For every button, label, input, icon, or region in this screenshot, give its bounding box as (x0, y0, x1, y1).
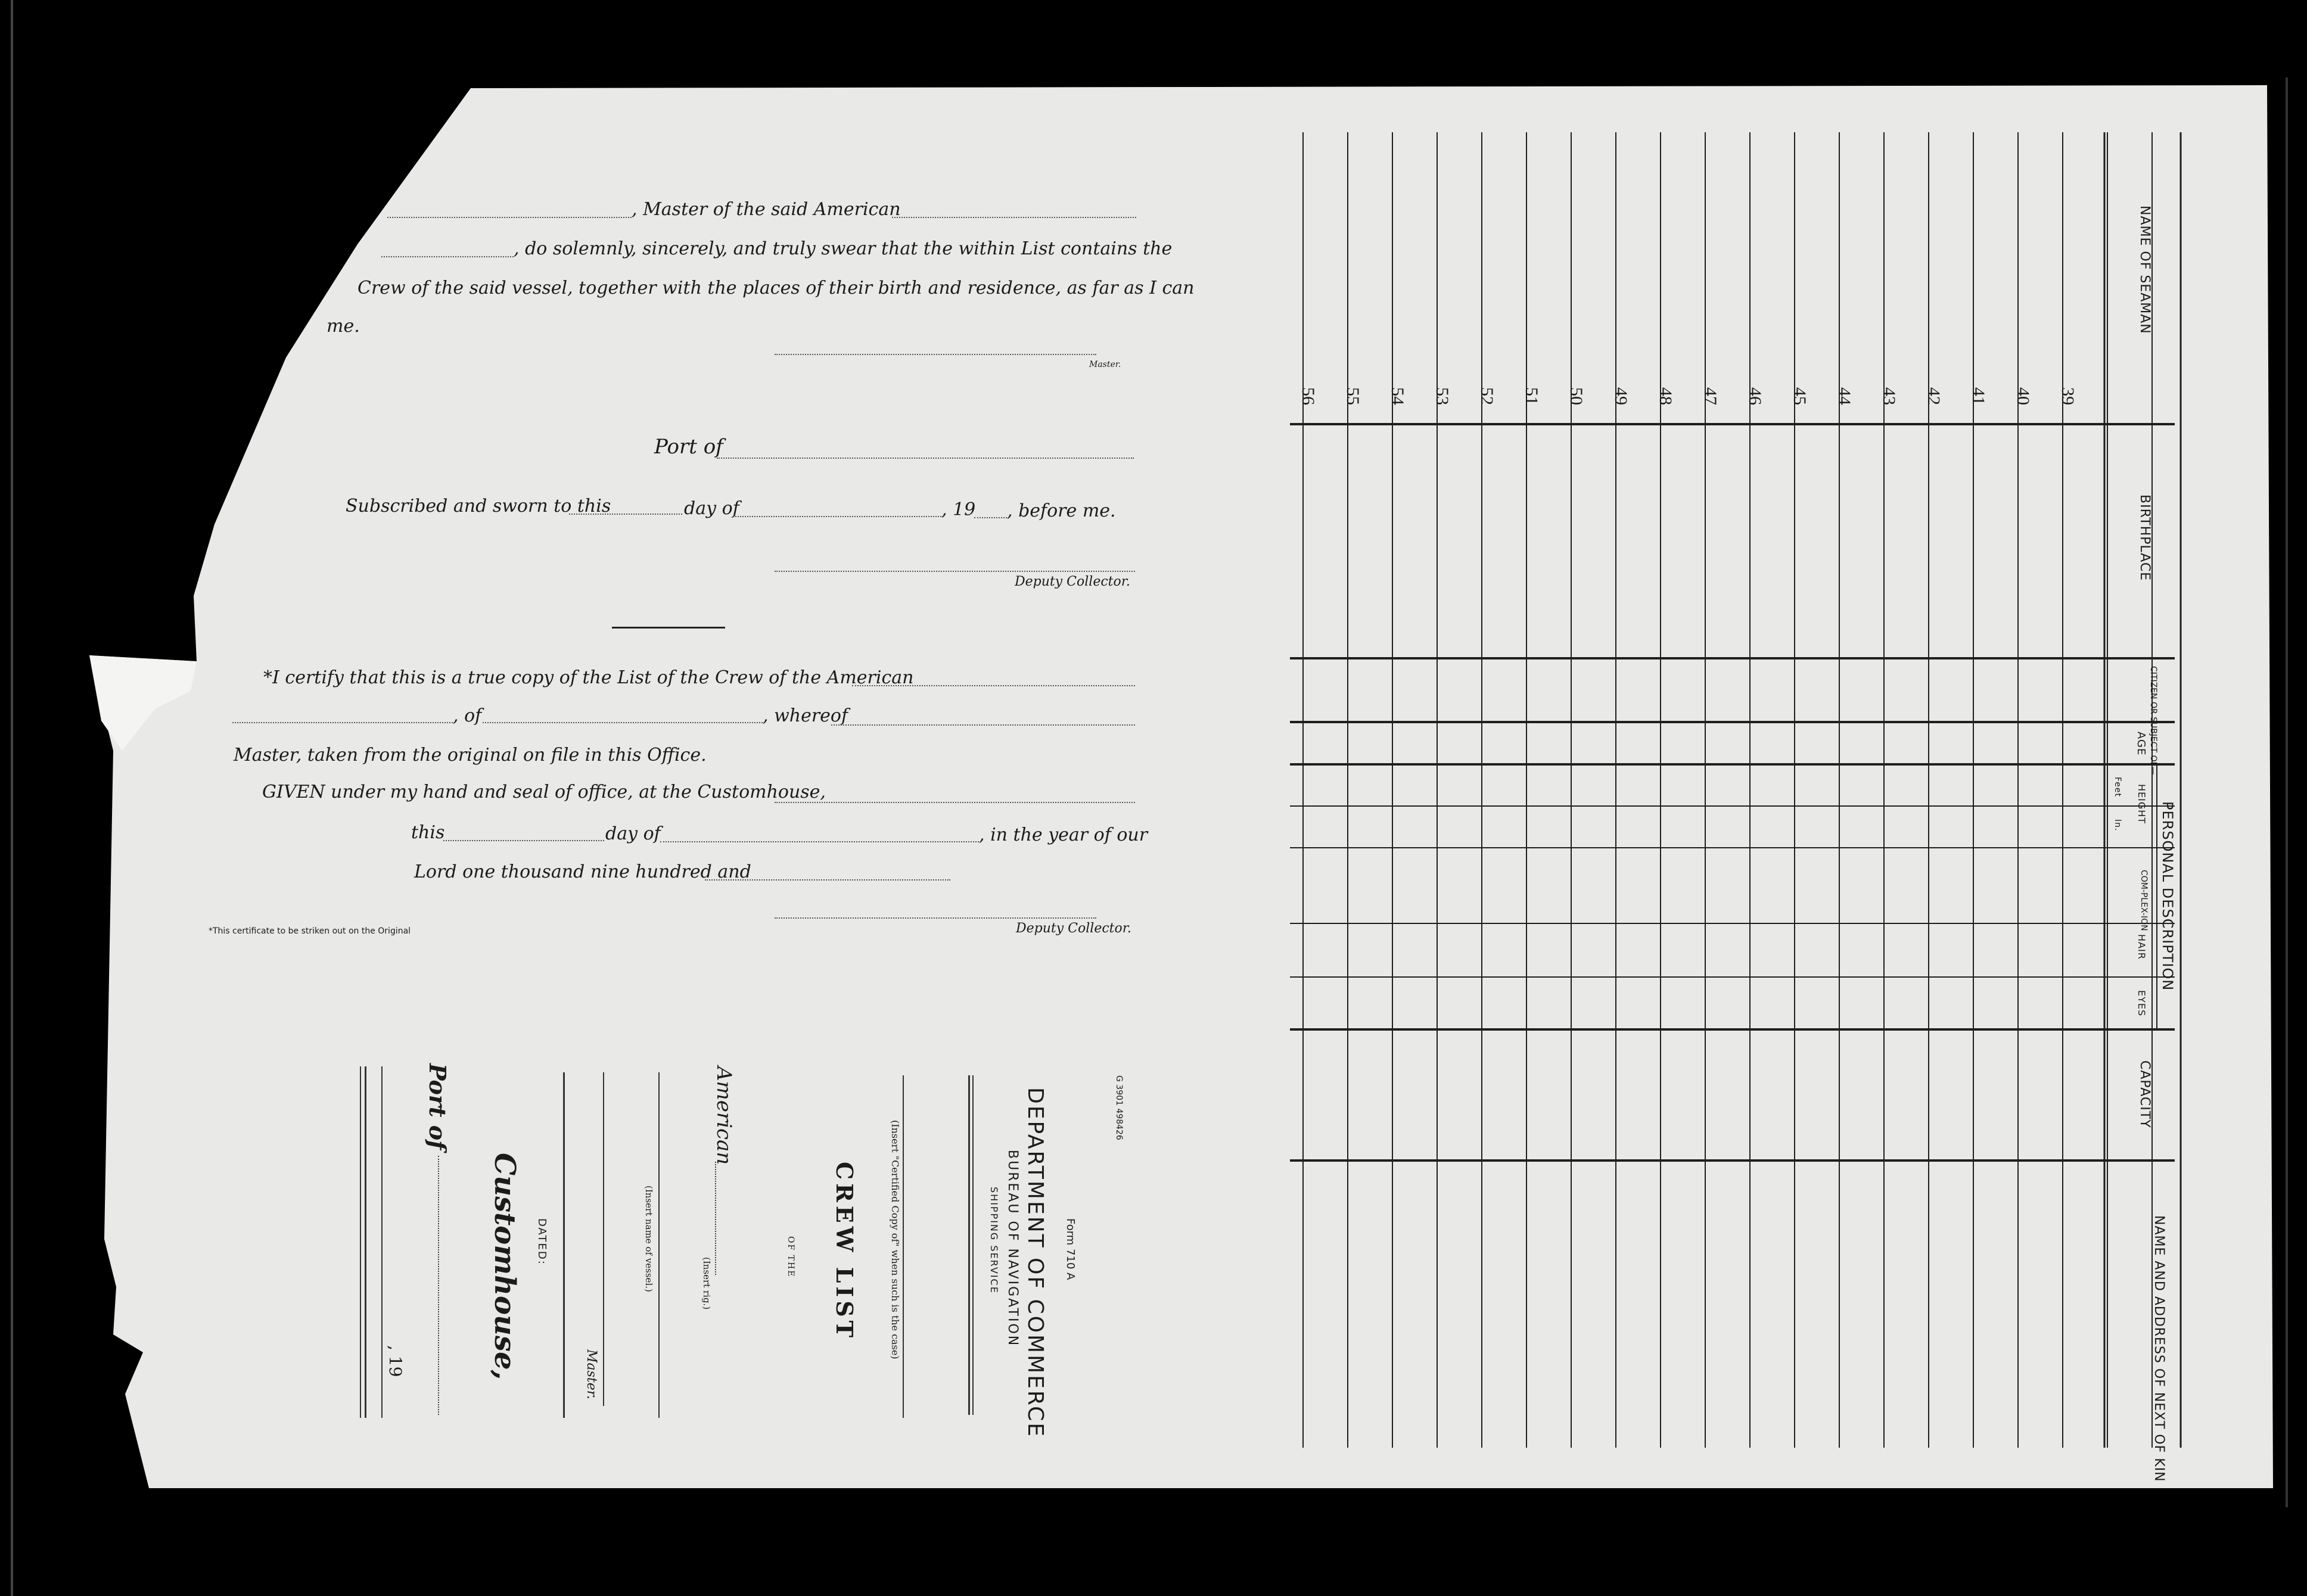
port-of-label: Port of (654, 435, 723, 459)
lord-text: Lord one thousand nine hundred and (414, 861, 751, 882)
cert-this: this (411, 822, 445, 843)
customhouse-title: Customhouse, (488, 1153, 521, 1380)
header-feet: Feet (2113, 777, 2122, 798)
blank-master-name[interactable] (387, 217, 632, 218)
cover-rule-3 (903, 1075, 904, 1418)
row-number: 52 (1477, 387, 1497, 405)
blank-rig[interactable] (715, 1162, 716, 1275)
department-title: DEPARTMENT OF COMMERCE (1023, 1087, 1047, 1438)
blank-cert-vessel-2[interactable] (232, 722, 453, 723)
cover-master-label: Master. (584, 1349, 599, 1399)
blank-port[interactable] (717, 458, 1134, 459)
row-number: 47 (1700, 387, 1720, 405)
oath-line-1: , Master of the said American (632, 199, 901, 220)
blank-cert-port[interactable] (483, 722, 763, 723)
deputy-collector-label: Deputy Collector. (1015, 574, 1130, 589)
row-number: 54 (1388, 387, 1407, 405)
header-citizen: CITIZEN OR SUBJECT OF— (2149, 666, 2158, 775)
blank-master-signature[interactable] (775, 354, 1096, 355)
header-name-of-seaman: NAME OF SEAMAN (2137, 206, 2152, 334)
cover-rule-5 (603, 1072, 604, 1406)
row-number: 41 (1969, 387, 1988, 405)
given-text: GIVEN under my hand and seal of office, at the Customhouse, (262, 782, 826, 802)
blank-vessel-line2[interactable] (381, 256, 514, 257)
header-capacity: CAPACITY (2137, 1060, 2152, 1128)
blank-cert-master[interactable] (831, 724, 1135, 726)
oath-line-3: Crew of the said vessel, together with the places of their birth and residence, as far as I can (357, 278, 1195, 298)
header-hair: HAIR (2136, 934, 2147, 960)
row-number: 42 (1924, 387, 1944, 405)
row-number: 44 (1835, 387, 1854, 405)
blank-vessel-name[interactable] (892, 217, 1136, 218)
blank-customhouse[interactable] (775, 802, 1135, 803)
cover-rule-8 (365, 1066, 366, 1418)
certificate-line-1: *I certify that this is a true copy of the List of the Crew of the American (263, 667, 914, 688)
blank-deputy-signature[interactable] (775, 571, 1135, 572)
blank-day[interactable] (569, 514, 682, 515)
cert-whereof: , whereof (763, 705, 848, 726)
service-title: SHIPPING SERVICE (988, 1187, 1000, 1294)
cert-day-of: day of (605, 823, 661, 844)
certificate-line-3: Master, taken from the original on file in this Office. (234, 745, 707, 766)
before-me: , before me. (1007, 500, 1116, 521)
row-number: 48 (1656, 387, 1675, 405)
cover-rule-1 (968, 1075, 970, 1415)
row-number: 53 (1432, 387, 1452, 405)
cert-of-label: , of (453, 705, 482, 726)
header-personal-description: PERSONAL DESCRIPTION (2159, 801, 2176, 991)
row-number: 49 (1611, 387, 1631, 405)
cover-rule-4 (658, 1072, 660, 1418)
right-margin-line (2286, 77, 2288, 1507)
insert-vessel-note: (Insert name of vessel.) (643, 1186, 654, 1292)
cover-rule-7 (381, 1066, 383, 1418)
oath-line-2: , do solemnly, sincerely, and truly swear that the within List contains the (514, 238, 1173, 259)
row-number: 46 (1745, 387, 1765, 405)
row-number: 40 (2013, 387, 2033, 405)
row-number: 50 (1566, 387, 1586, 405)
of-the-label: OF THE (786, 1236, 795, 1278)
subscribed-text: Subscribed and sworn to this (346, 496, 611, 517)
row-number: 51 (1522, 387, 1541, 405)
header-age: AGE (2135, 732, 2147, 756)
print-code: G 3901 498426 (1114, 1075, 1124, 1140)
section-divider (612, 627, 725, 629)
bureau-title: BUREAU OF NAVIGATION (1005, 1150, 1020, 1348)
dated-label: DATED: (536, 1218, 548, 1265)
header-complexion: COM-PLEX-ION (2139, 870, 2149, 931)
american-label: American (712, 1066, 736, 1165)
oath-line-4: me. (327, 316, 360, 337)
insert-certified-note: (Insert "Certified Copy of" when such is the case) (890, 1120, 901, 1359)
form-number: Form 710 A (1064, 1218, 1077, 1280)
row-number: 39 (2058, 387, 2078, 405)
year-label: , 19 (941, 499, 976, 520)
day-of-label: day of (684, 498, 739, 519)
header-height: HEIGHT (2136, 784, 2147, 825)
cover-rule-2 (972, 1075, 974, 1415)
header-next-of-kin: NAME AND ADDRESS OF NEXT OF KIN (2151, 1215, 2166, 1482)
insert-rig-note: (Insert rig.) (701, 1257, 712, 1310)
header-in: In. (2113, 819, 2122, 832)
row-number: 45 (1790, 387, 1809, 405)
row-number: 43 (1879, 387, 1899, 405)
blank-month[interactable] (733, 516, 941, 517)
blank-cert-day[interactable] (443, 840, 604, 841)
header-birthplace: BIRTHPLACE (2137, 494, 2152, 581)
blank-cert-month[interactable] (660, 841, 979, 842)
blank-cert-vessel[interactable] (852, 685, 1135, 686)
cover-port-of: Port of (424, 1063, 451, 1150)
cover-rule-6 (563, 1072, 565, 1418)
year-of-our: , in the year of our (979, 825, 1148, 845)
row-number: 56 (1298, 387, 1318, 405)
cert-deputy-collector: Deputy Collector. (1016, 921, 1131, 936)
blank-year[interactable] (974, 517, 1007, 518)
blank-cover-port[interactable] (438, 1156, 439, 1415)
row-number: 55 (1343, 387, 1363, 405)
cover-year: , 19 (385, 1345, 405, 1377)
cover-rule-9 (360, 1066, 361, 1418)
blank-cert-deputy[interactable] (775, 917, 1096, 919)
blank-cert-year[interactable] (705, 879, 950, 881)
footnote: *This certificate to be striken out on the Original (209, 926, 411, 936)
master-label: Master. (1089, 360, 1121, 369)
left-margin-line (11, 0, 13, 1596)
crew-list-title: CREW LIST (831, 1162, 858, 1341)
header-eyes: EYES (2136, 990, 2147, 1017)
